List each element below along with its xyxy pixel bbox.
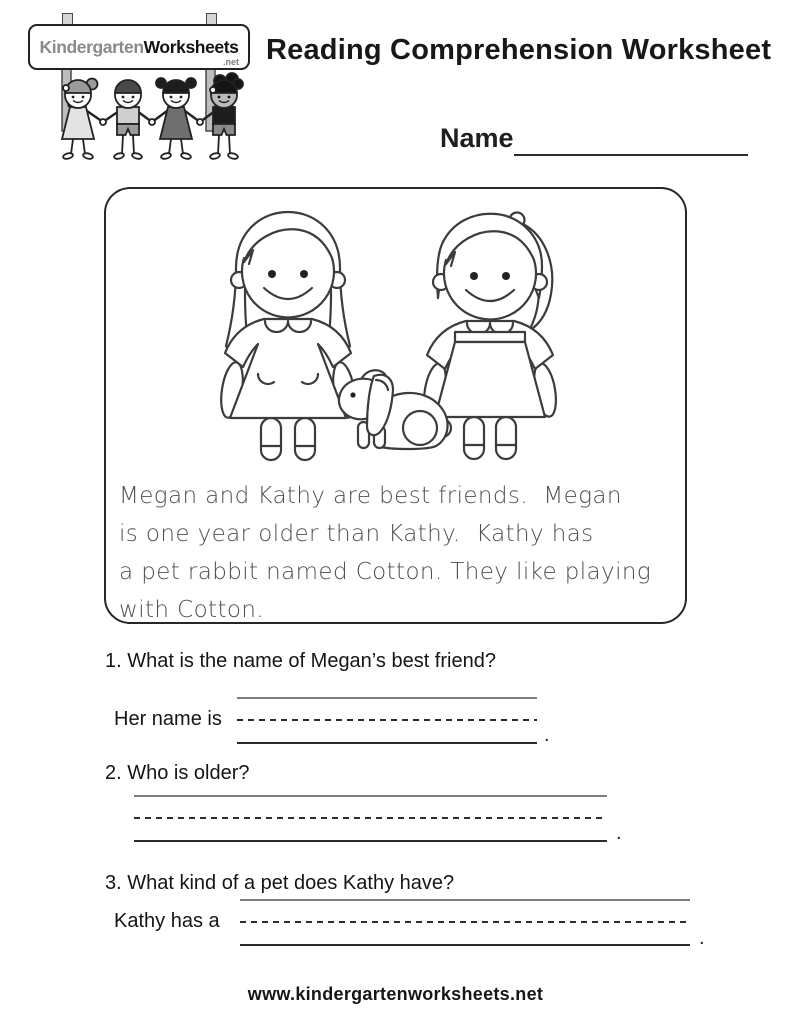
page-title: Reading Comprehension Worksheet [266, 34, 772, 66]
logo-brand-secondary: Worksheets [143, 36, 239, 57]
logo-kid-girl-dark [149, 78, 200, 160]
writing-line-dashed [237, 719, 537, 721]
question-3-period: . [699, 927, 705, 949]
writing-line-top [240, 899, 690, 901]
name-label: Name [440, 123, 514, 153]
writing-line-bottom [240, 944, 690, 946]
logo-kid-boy-light [100, 80, 152, 160]
logo-kid-boy-dark [197, 73, 243, 160]
writing-line-dashed [240, 921, 690, 923]
writing-line-dashed [134, 817, 607, 819]
name-blank-line[interactable] [514, 120, 748, 156]
passage-line: a pet rabbit named Cotton. They like playing [119, 559, 652, 585]
logo-brand [40, 37, 239, 58]
logo-brand-tld: .net [222, 57, 239, 67]
question-2-period: . [616, 822, 622, 844]
passage-line: is one year older than Kathy. Kathy has [119, 521, 594, 547]
footer-website-url: www.kindergartenworksheets.net [247, 984, 544, 1004]
writing-line-bottom [237, 742, 537, 744]
question-1-period: . [544, 724, 550, 746]
writing-line-bottom [134, 840, 607, 842]
two-girls-with-rabbit-illustration [198, 192, 588, 464]
question-2-prompt: 2. Who is older? [105, 762, 250, 784]
question-1-writing-lines[interactable] [237, 697, 537, 744]
question-3-answer-prefix: Kathy has a [114, 910, 220, 932]
writing-line-top [134, 795, 607, 797]
story-passage [119, 477, 651, 629]
logo-brand-primary: Kindergarten [39, 36, 144, 57]
question-1-prompt: 1. What is the name of Megan’s best friend? [105, 650, 496, 672]
question-1-answer-prefix: Her name is [114, 708, 222, 730]
question-2-writing-lines[interactable] [134, 795, 607, 842]
logo-kid-girl-light [62, 79, 103, 160]
passage-line: Megan and Kathy are best friends. Megan [119, 483, 622, 509]
name-row [440, 120, 748, 156]
passage-line: with Cotton. [119, 597, 265, 623]
writing-line-top [237, 697, 537, 699]
question-3-writing-lines[interactable] [240, 899, 690, 946]
kids-holding-hands-icon [24, 69, 256, 166]
girl-megan-figure [218, 212, 359, 460]
logo-sign [28, 24, 250, 70]
question-3-prompt: 3. What kind of a pet does Kathy have? [105, 872, 455, 894]
